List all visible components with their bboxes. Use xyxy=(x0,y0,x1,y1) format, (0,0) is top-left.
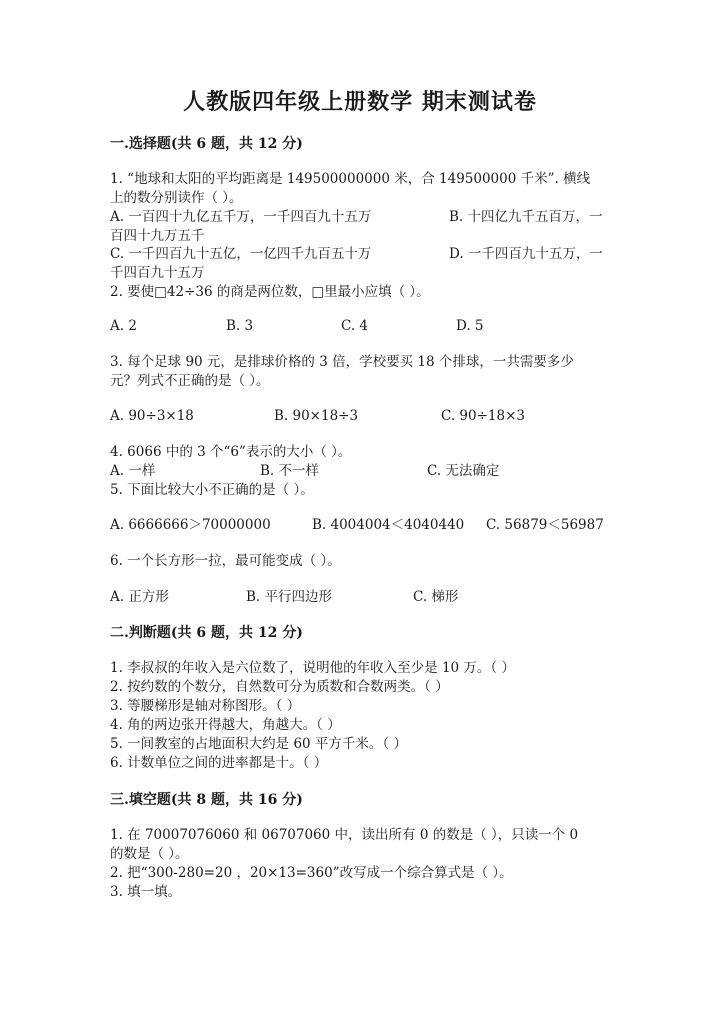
fill-q1-line2: 的数是（ ）。 xyxy=(110,846,189,862)
fill-q2: 2. 把“300-280=20 ，20×13=360”改写成一个综合算式是（ ）。 xyxy=(110,865,513,881)
fill-q3: 3. 填一填。 xyxy=(110,884,182,900)
q6-option-b: B. 平行四边形 xyxy=(246,589,333,605)
q6-option-c: C. 梯形 xyxy=(413,589,459,605)
judgment-item: 6. 计数单位之间的进率都是十。（ ） xyxy=(110,755,328,771)
q1-option-b: B. 十四亿九千五百万，一 xyxy=(449,209,603,225)
judgment-item: 1. 李叔叔的年收入是六位数了，说明他的年收入至少是 10 万。（ ） xyxy=(110,660,515,676)
q6-stem: 6. 一个长方形一拉，最可能变成（ ）。 xyxy=(110,553,341,569)
q6-option-a: A. 正方形 xyxy=(110,589,169,605)
q3-option-b: B. 90×18÷3 xyxy=(274,408,359,424)
q1-stem-line2: 上的数分别读作（ ）。 xyxy=(110,190,243,206)
q1-option-d-cont: 千四百九十五万 xyxy=(110,265,205,281)
q4-stem: 4. 6066 中的 3 个“6”表示的大小（ ）。 xyxy=(110,444,352,460)
q5-option-a: A. 6666666＞70000000 xyxy=(110,517,271,533)
q2-option-a: A. 2 xyxy=(110,318,137,334)
judgment-item: 5. 一间教室的占地面积大约是 60 平方千米。（ ） xyxy=(110,736,407,752)
q1-option-d: D. 一千四百九十五万，一 xyxy=(449,246,603,262)
q2-option-d: D. 5 xyxy=(456,318,484,334)
page-title: 人教版四年级上册数学 期末测试卷 xyxy=(183,89,537,115)
q2-option-b: B. 3 xyxy=(226,318,254,334)
section-heading-fill: 三.填空题(共 8 题，共 16 分) xyxy=(110,792,303,808)
q3-stem-line2: 元？列式不正确的是（ ）。 xyxy=(110,373,270,389)
judgment-item: 2. 按约数的个数分，自然数可分为质数和合数两类。（ ） xyxy=(110,679,449,695)
section-heading-choice: 一.选择题(共 6 题，共 12 分) xyxy=(110,136,303,152)
q1-option-a: A. 一百四十九亿五千万，一千四百九十五万 xyxy=(110,209,372,225)
q1-option-b-cont: 百四十九万五千 xyxy=(110,228,205,244)
q5-option-b: B. 4004004＜4040440 xyxy=(312,517,465,533)
q4-option-c: C. 无法确定 xyxy=(427,463,500,479)
q1-stem-line1: 1. “地球和太阳的平均距离是 149500000000 米，合 149500000 千米”. 横线 xyxy=(110,171,591,187)
q1-option-c: C. 一千四百九十五亿，一亿四千九百五十万 xyxy=(110,246,372,262)
judgment-item: 3. 等腰梯形是轴对称图形。（ ） xyxy=(110,698,301,714)
section-heading-judgment: 二.判断题(共 6 题，共 12 分) xyxy=(110,625,303,641)
q4-option-b: B. 不一样 xyxy=(260,463,320,479)
q4-option-a: A. 一样 xyxy=(110,463,156,479)
q3-stem-line1: 3. 每个足球 90 元，是排球价格的 3 倍，学校要买 18 个排球，一共需要多少 xyxy=(110,354,574,370)
q5-stem: 5. 下面比较大小不正确的是（ ）。 xyxy=(110,482,314,498)
q3-option-a: A. 90÷3×18 xyxy=(110,408,194,424)
q2-stem: 2. 要使□42÷36 的商是两位数，□里最小应填（ ）。 xyxy=(110,284,430,300)
judgment-item: 4. 角的两边张开得越大，角越大。（ ） xyxy=(110,717,341,733)
fill-q1-line1: 1. 在 70007076060 和 06707060 中，读出所有 0 的数是（ ），只读一个 0 xyxy=(110,827,579,843)
q2-option-c: C. 4 xyxy=(341,318,369,334)
q3-option-c: C. 90÷18×3 xyxy=(441,408,525,424)
q5-option-c: C. 56879＜56987 xyxy=(486,517,604,533)
